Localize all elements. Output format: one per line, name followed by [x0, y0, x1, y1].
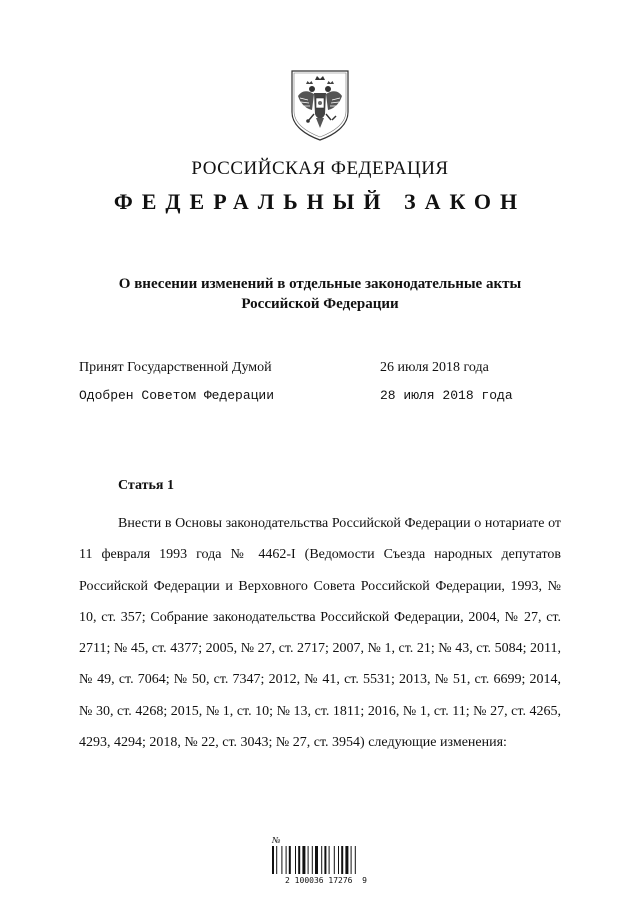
barcode-number: 2 100036 17276 9: [285, 876, 367, 885]
law-title-line-1: О внесении изменений в отдельные законодательные акты: [118, 276, 522, 292]
russian-coat-of-arms-icon: [288, 68, 352, 142]
article-title: Статья 1: [118, 478, 174, 493]
council-date: 28 июля 2018 года: [380, 388, 513, 403]
law-title: [100, 274, 540, 314]
law-title-line-2: Российской Федерации: [241, 296, 399, 312]
barcode-mark: №: [272, 835, 281, 845]
document-type: ФЕДЕРАЛЬНЫЙ ЗАКОН: [113, 189, 527, 214]
council-label: Одобрен Советом Федерации: [79, 388, 275, 403]
barcode-icon: [270, 846, 380, 876]
duma-date: 26 июля 2018 года: [380, 360, 489, 375]
article-text: Внести в Основы законодательства Российской Федерации о нотариате от 11 февраля 1993 года № 4462-I (Ведомости Съезда народных депутатов Российской Федерации и Верховного Совета Российской Федерации, 1993, № 10, ст. 357; Собрание законодательства Российской Федерации, 2004, № 27, ст. 2711; № 45, ст. 4377; 2005, № 27, ст. 2717; 2007, № 1, ст. 21; № 43, ст. 5084; 2011, № 49, ст. 7064; № 50, ст. 7347; 2012, № 41, ст. 5531; 2013, № 51, ст. 6699; 2014, № 30, ст. 4268; 2015, № 1, ст. 10; № 13, ст. 1811; 2016, № 1, ст. 11; № 27, ст. 4265, 4293, 4294; 2018, № 22, ст. 3043; № 27, ст. 3954) следующие изменения:: [79, 516, 561, 751]
duma-label: Принят Государственной Думой: [79, 360, 272, 375]
country-name: РОССИЙСКАЯ ФЕДЕРАЦИЯ: [191, 158, 449, 179]
